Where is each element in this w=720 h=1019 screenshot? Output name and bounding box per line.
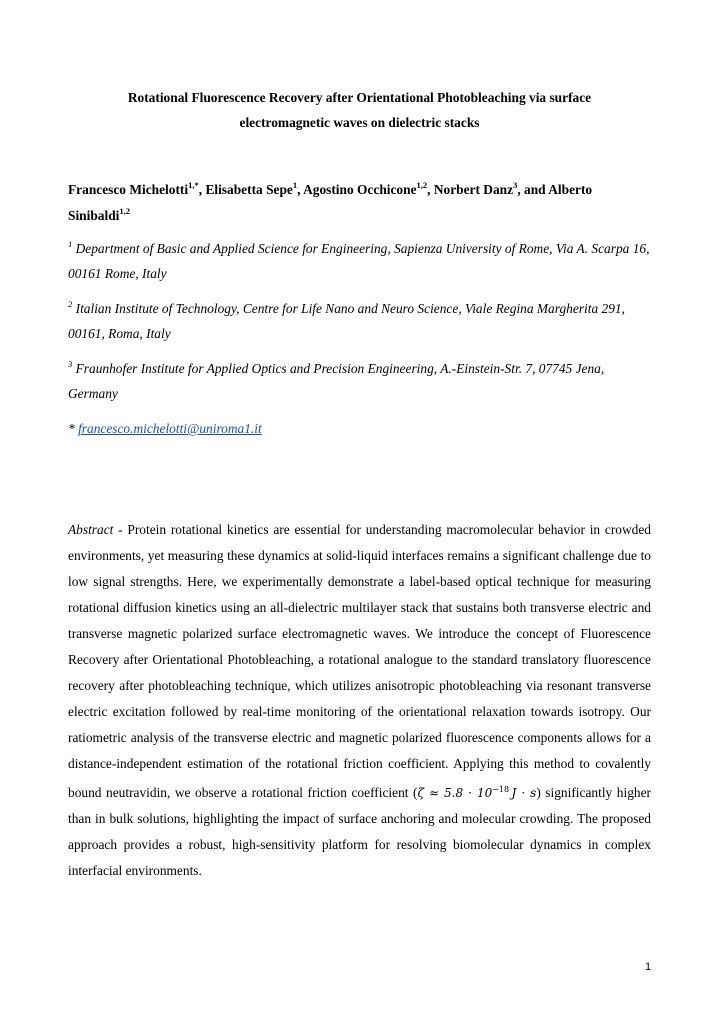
author-affiliation-marker: 1,* — [188, 179, 199, 190]
affiliation-1 — [68, 236, 651, 286]
abstract-text-after: ) significantly higher than in bulk solutions, highlighting the impact of surface anchoring and molecular crowding. The proposed approach provides a robust, high-sensitivity platform for resolving biomolecular dynamics in complex interfacial environments. — [68, 785, 651, 878]
affiliation-marker: 1 — [68, 238, 73, 249]
author-name: Elisabetta Sepe — [205, 182, 293, 197]
author-name: Agostino Occhicone — [303, 182, 417, 197]
affiliation-text: Department of Basic and Applied Science for Engineering, Sapienza University of Rome, Via A. Scarpa 16, 00161 Rome, Italy — [68, 241, 650, 281]
affiliation-text: Italian Institute of Technology, Centre for Life Nano and Neuro Science, Viale Regina Margherita 291, 00161, Roma, Italy — [68, 301, 625, 341]
affiliation-marker: 2 — [68, 298, 73, 309]
author-affiliation-marker: 1,2 — [119, 205, 130, 216]
author-list: Francesco Michelotti$^{1,*}$, Elisabetta Sepe$^1$, Agostino Occhicone$^{1,2}$, Norbert Danz$^3$, and Alberto Sinibaldi$^{1,2}$ — [68, 179, 593, 223]
email-link[interactable]: francesco.michelotti@uniroma1.it — [78, 421, 262, 436]
formula-unit: J · s — [511, 786, 537, 800]
affiliation-2 — [68, 296, 651, 346]
friction-coefficient-formula — [417, 786, 536, 800]
title-line-1: Rotational Fluorescence Recovery after Orientational Photobleaching via surface — [127, 90, 592, 105]
formula-base: ζ ≈ 5.8 · 10 — [417, 786, 493, 800]
author-affiliation-marker: 3 — [513, 179, 518, 190]
author-name: Francesco Michelotti — [68, 182, 189, 197]
formula-exponent: −18 — [492, 785, 510, 794]
paper-title — [68, 85, 651, 135]
author-name: Norbert Danz — [433, 182, 514, 197]
affiliation-text: Fraunhofer Institute for Applied Optics and Precision Engineering, A.-Einstein-Str. 7, 07745 Jena, Germany — [68, 361, 605, 401]
abstract-text-before: - Protein rotational kinetics are essential for understanding macromolecular behavior in crowded environments, yet measuring these dynamics at solid-liquid interfaces remains a significant challenge due to low signal strengths. Here, we experimentally demonstrate a label-based optical technique for measuring rotational diffusion kinetics using an all-dielectric multilayer stack that sustains both transverse electric and transverse magnetic polarized surface electromagnetic waves. We introduce the concept of Fluorescence Recovery after Orientational Photobleaching, a rotational analogue to the standard translatory fluorescence recovery after photobleaching technique, which utilizes anisotropic photobleaching via resonant transverse electric excitation followed by real-time monitoring of the orientational relaxation towards isotropy. Our ratiometric analysis of the transverse electric and magnetic polarized fluorescence components allows for a distance-independent estimation of the rotational friction coefficient. Applying this method to covalently bound neutravidin, we observe a rotational friction coefficient ( — [68, 522, 651, 800]
author-affiliation-marker: 1,2 — [416, 179, 428, 190]
corresponding-marker: * — [68, 421, 75, 436]
page-number: 1 — [645, 961, 652, 973]
abstract-paragraph — [68, 517, 651, 884]
author-name: and Alberto Sinibaldi — [68, 182, 593, 223]
affiliation-marker: 3 — [68, 358, 73, 369]
affiliation-3 — [68, 356, 651, 406]
corresponding-email — [68, 416, 262, 441]
author-affiliation-marker: 1 — [292, 179, 298, 190]
title-line-2: electromagnetic waves on dielectric stacks — [239, 115, 480, 130]
abstract-label: Abstract — [68, 522, 114, 537]
